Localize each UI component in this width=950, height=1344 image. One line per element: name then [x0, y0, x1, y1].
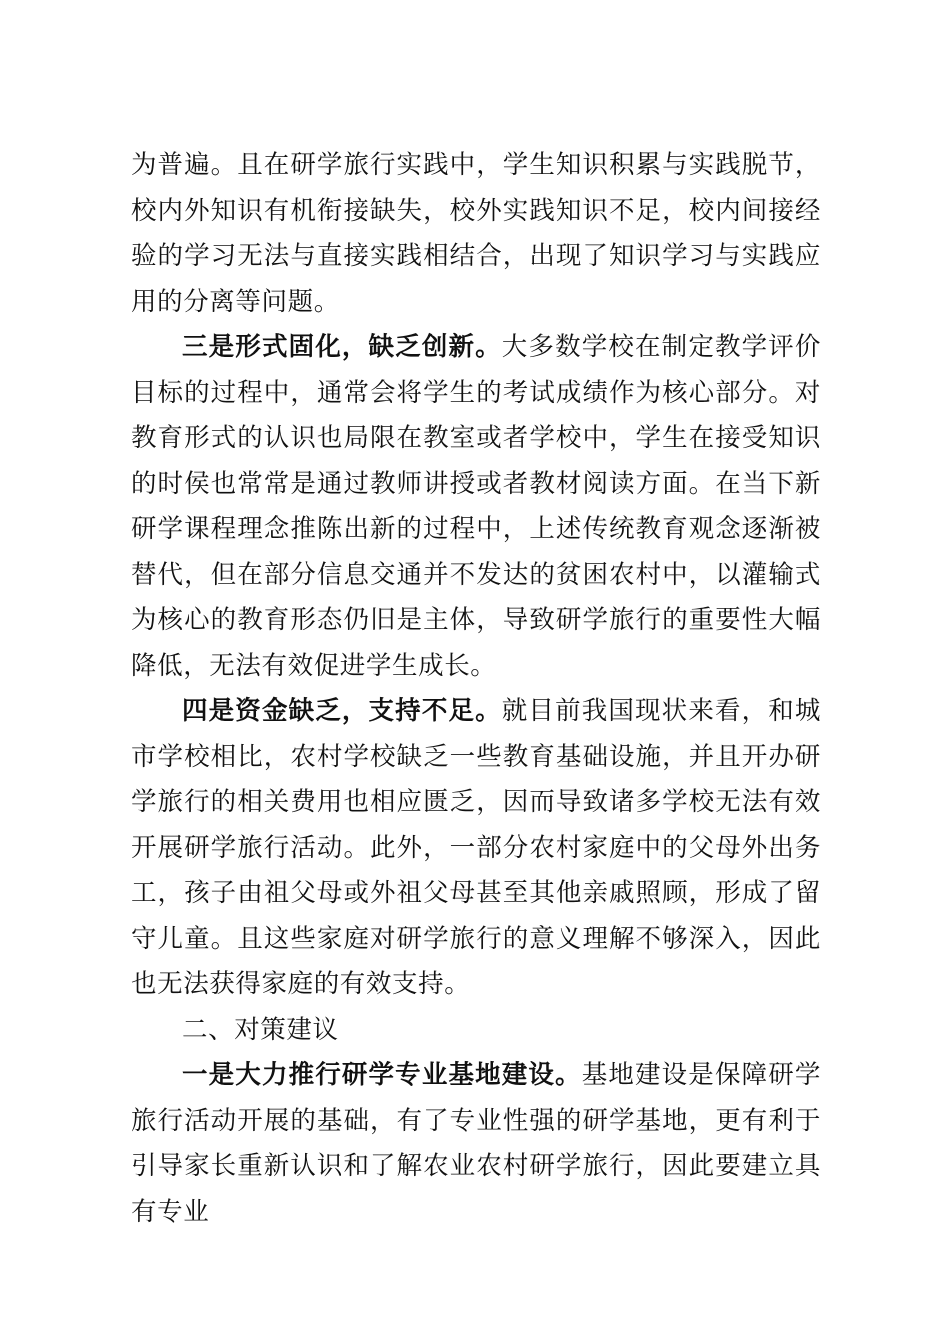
paragraph-funding-shortage: [131, 689, 821, 1008]
paragraph-text: 大多数学校在制定教学评价目标的过程中，通常会将学生的考试成绩作为核心部分。对教育形式的认识也局限在教室或者学校中，学生在接受知识的时侯也常常是通过教师讲授或者教材阅读方面。在当下新研学课程理念推陈出新的过程中，上述传统教育观念逐渐被替代，但在部分信息交通并不发达的贫困农村中，以灌输式为核心的教育形态仍旧是主体，导致研学旅行的重要性大幅降低，无法有效促进学生成长。: [131, 332, 822, 681]
document-body: [131, 143, 821, 1235]
paragraph-lead: 一是大力推行研学专业基地建设。: [182, 1060, 582, 1090]
section-heading: 二、对策建议: [182, 1014, 339, 1045]
paragraph-form-rigidity: [131, 325, 821, 689]
paragraph-base-construction: [131, 1053, 821, 1235]
paragraph-text: 就目前我国现状来看，和城市学校相比，农村学校缺乏一些教育基础设施，并且开办研学旅行的相关费用也相应匮乏，因而导致诸多学校无法有效开展研学旅行活动。此外，一部分农村家庭中的父母外出务工，孩子由祖父母或外祖父母甚至其他亲戚照顾，形成了留守儿童。且这些家庭对研学旅行的意义理解不够深入，因此也无法获得家庭的有效支持。: [131, 696, 822, 999]
paragraph-lead: 三是形式固化，缺乏创新。: [182, 332, 502, 362]
paragraph-lead: 四是资金缺乏，支持不足。: [182, 696, 502, 726]
paragraph-text: 基地建设是保障研学旅行活动开展的基础，有了专业性强的研学基地，更有利于引导家长重新认识和了解农业农村研学旅行，因此要建立具有专业: [131, 1060, 821, 1227]
paragraph-continuation: [131, 143, 821, 325]
paragraph-text: 为普遍。且在研学旅行实践中，学生知识积累与实践脱节，校内外知识有机衔接缺失，校外实践知识不足，校内间接经验的学习无法与直接实践相结合，出现了知识学习与实践应用的分离等问题。: [131, 150, 821, 317]
